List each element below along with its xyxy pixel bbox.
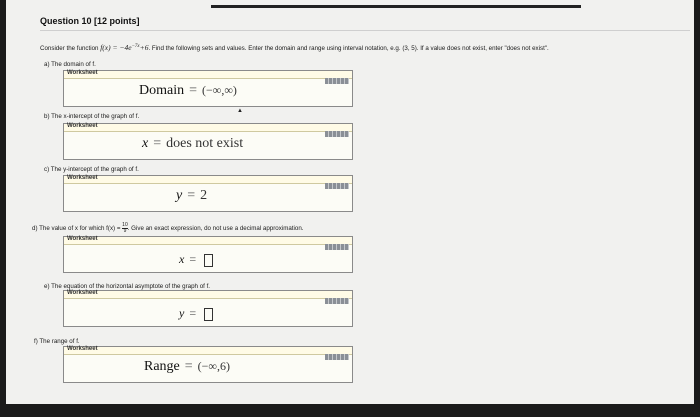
worksheet-title: Worksheet — [67, 123, 98, 129]
part-d-worksheet[interactable] — [63, 236, 353, 273]
fraction-denominator: 9 — [123, 228, 127, 234]
range-equation — [144, 359, 230, 375]
worksheet-title: Worksheet — [67, 236, 98, 242]
question-page — [6, 0, 694, 404]
domain-answer[interactable]: (−∞,∞) — [202, 83, 237, 97]
part-b-label: b) The x-intercept of the graph of f. — [44, 113, 140, 120]
eq-sign: = — [189, 83, 198, 98]
mouse-cursor-icon: ▲ — [237, 108, 243, 114]
part-f-worksheet[interactable] — [63, 346, 353, 383]
toolbar-icon[interactable] — [325, 78, 349, 84]
question-intro — [40, 43, 549, 52]
part-c-label: c) The y-intercept of the graph of f. — [44, 166, 139, 173]
eq-lhs: x — [179, 252, 185, 266]
toolbar-icon[interactable] — [325, 183, 349, 189]
eq-lhs: Domain — [139, 83, 185, 98]
worksheet-header — [64, 237, 352, 245]
intro-before: Consider the function — [40, 45, 101, 52]
top-progress-bar — [211, 5, 581, 8]
asymptote-equation — [179, 306, 213, 321]
x-intercept-answer[interactable]: does not exist — [166, 136, 244, 151]
part-a-worksheet[interactable] — [63, 70, 353, 107]
title-divider — [40, 30, 690, 31]
question-title: Question 10 [12 points] — [40, 16, 140, 26]
part-a-label: a) The domain of f. — [44, 61, 96, 68]
part-f-label: f) The range of f. — [34, 338, 80, 345]
part-d-label-after: . Give an exact expression, do not use a decimal approximation. — [127, 225, 304, 233]
part-b-worksheet[interactable] — [63, 123, 353, 160]
function-tail: +6 — [139, 43, 149, 52]
eq-lhs: x — [142, 136, 149, 151]
eq-sign: = — [184, 359, 193, 374]
domain-equation — [139, 83, 237, 99]
worksheet-header — [64, 291, 352, 299]
x-value-equation — [179, 252, 213, 267]
fraction-numerator: 10 — [122, 222, 128, 228]
answer-input-box[interactable] — [204, 254, 213, 267]
toolbar-icon[interactable] — [325, 131, 349, 137]
y-intercept-answer[interactable]: 2 — [200, 188, 208, 203]
intro-after: . Find the following sets and values. Enter the domain and range using interval notation, e.g. (3, 5). If a value does not exist, enter "does not exist". — [148, 45, 549, 52]
worksheet-title: Worksheet — [67, 290, 98, 296]
eq-lhs: Range — [144, 359, 180, 374]
toolbar-icon[interactable] — [325, 244, 349, 250]
eq-lhs: y — [179, 306, 185, 320]
function-expression: f(x) = −4e — [100, 43, 132, 52]
y-intercept-equation — [176, 188, 207, 204]
answer-input-box[interactable] — [204, 308, 213, 321]
eq-sign: = — [189, 306, 197, 320]
worksheet-header — [64, 71, 352, 79]
worksheet-header — [64, 347, 352, 355]
toolbar-icon[interactable] — [325, 354, 349, 360]
toolbar-icon[interactable] — [325, 298, 349, 304]
function-exponent: −7x — [131, 43, 140, 49]
eq-lhs: y — [176, 188, 183, 203]
eq-sign: = — [153, 136, 162, 151]
part-e-worksheet[interactable] — [63, 290, 353, 327]
worksheet-header — [64, 124, 352, 132]
part-d-label — [32, 223, 304, 234]
worksheet-title: Worksheet — [67, 346, 98, 352]
worksheet-header — [64, 176, 352, 184]
worksheet-title: Worksheet — [67, 175, 98, 181]
part-c-worksheet[interactable] — [63, 175, 353, 212]
part-d-label-before: d) The value of x for which f(x) = — [32, 225, 123, 233]
worksheet-title: Worksheet — [67, 70, 98, 76]
range-answer[interactable]: (−∞,6) — [197, 359, 230, 373]
part-e-label: e) The equation of the horizontal asymptote of the graph of f. — [44, 283, 211, 290]
x-intercept-equation — [142, 136, 243, 152]
eq-sign: = — [189, 252, 197, 266]
eq-sign: = — [187, 188, 196, 203]
